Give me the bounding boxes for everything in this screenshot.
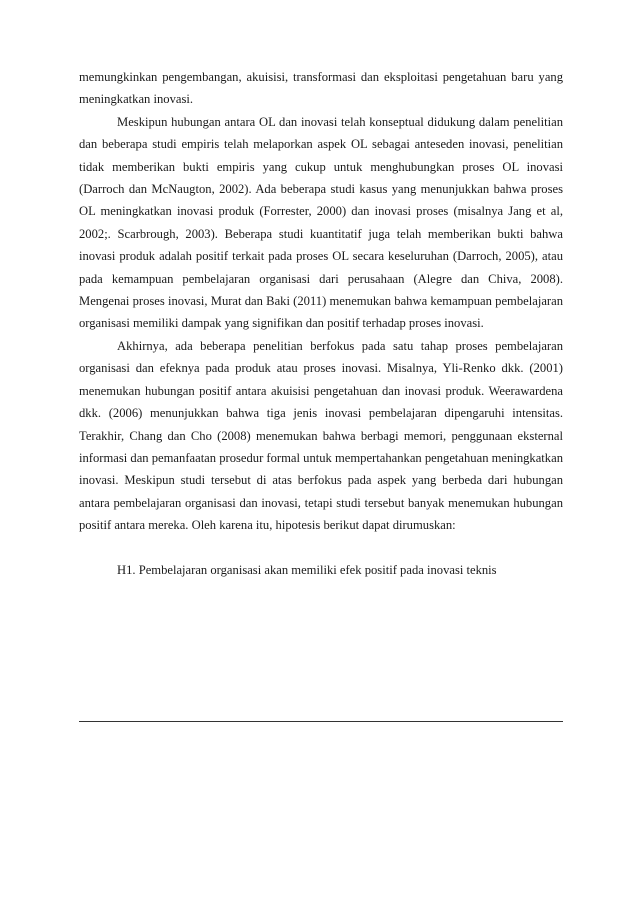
horizontal-rule xyxy=(79,721,563,722)
body-text xyxy=(79,66,563,581)
paragraph-ol-innovation: Meskipun hubungan antara OL dan inovasi telah konseptual didukung dalam penelitian dan beberapa studi empiris telah melaporkan aspek OL sebagai anteseden inovasi, penelitian tidak memberikan bukti empiris yang cukup untuk menghubungkan proses OL inovasi (Darroch dan McNaugton, 2002). Ada beberapa studi kasus yang menunjukkan bahwa proses OL meningkatkan inovasi produk (Forrester, 2000) dan inovasi proses (misalnya Jang et al, 2002;. Scarbrough, 2003). Beberapa studi kuantitatif juga telah memberikan bukti bahwa inovasi produk adalah positif terkait pada proses OL secara keseluruhan (Darroch, 2005), atau pada kemampuan pembelajaran organisasi dari perusahaan (Alegre dan Chiva, 2008). Mengenai proses inovasi, Murat dan Baki (2011) menemukan bahwa kemampuan pembelajaran organisasi memiliki dampak yang signifikan dan positif terhadap proses inovasi. xyxy=(79,114,563,331)
paragraph-learning-stages: Akhirnya, ada beberapa penelitian berfokus pada satu tahap proses pembelajaran organisasi dan efeknya pada produk atau proses inovasi. Misalnya, Yli-Renko dkk. (2001) menemukan hubungan positif antara akuisisi pengetahuan dan inovasi produk. Weerawardena dkk. (2006) menunjukkan bahwa tiga jenis inovasi pembelajaran dipengaruhi intensitas. Terakhir, Chang dan Cho (2008) menemukan bahwa berbagi memori, penggunaan eksternal informasi dan pemanfaatan prosedur formal untuk mempertahankan pengetahuan meningkatkan inovasi. Meskipun studi tersebut di atas berfokus pada aspek yang berbeda dari hubungan antara pembelajaran organisasi dan inovasi, tetapi studi tersebut banyak menemukan hubungan positif antara mereka. Oleh karena itu, hipotesis berikut dapat dirumuskan: xyxy=(79,338,563,533)
paragraph-continuation: memungkinkan pengembangan, akuisisi, transformasi dan eksploitasi pengetahuan baru yang meningkatkan inovasi. xyxy=(79,70,563,107)
hypothesis-h1: H1. Pembelajaran organisasi akan memiliki efek positif pada inovasi teknis xyxy=(117,562,497,577)
